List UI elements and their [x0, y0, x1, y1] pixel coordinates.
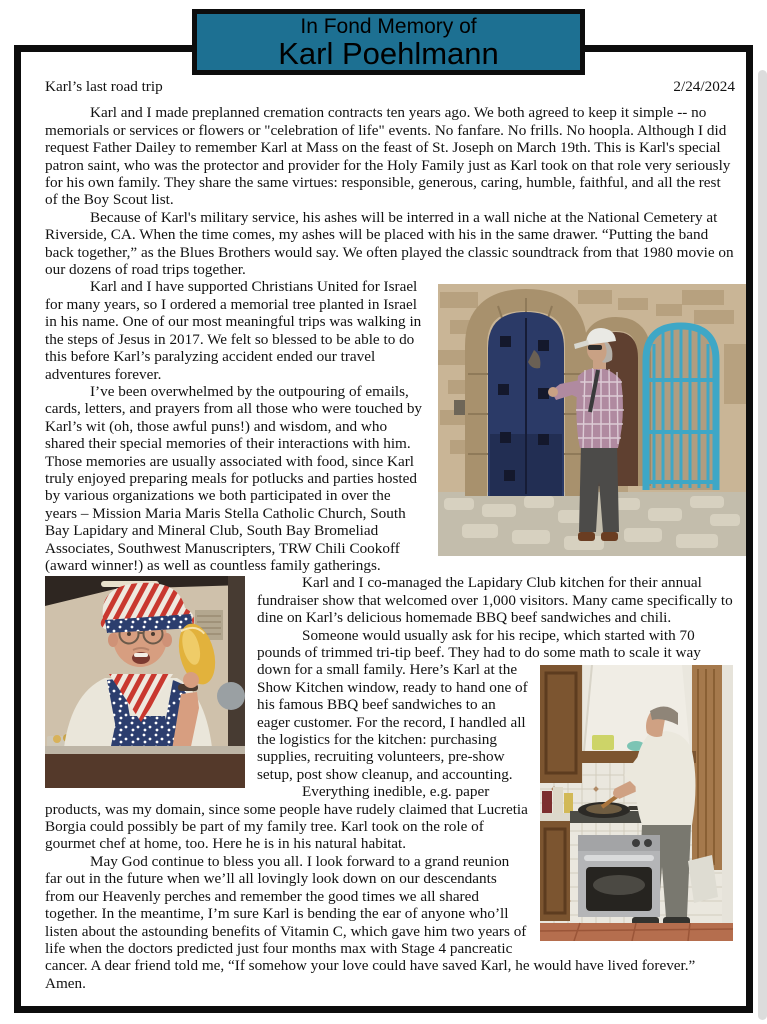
sunglasses: [588, 345, 602, 350]
counter-ledge: [45, 746, 245, 754]
chef-karl-illustration: [45, 576, 245, 788]
title-line-2: Karl Poehlmann: [278, 35, 499, 71]
paragraph-everything-inedible: Everything inedible, e.g. paper products, was my domain, since some people have rudely claimed that Lucretia Borgia could possibly be part of my family tree. Karl took on the role of gourmet chef at home, too. Here he is in his natural habitat.: [45, 783, 528, 853]
paragraph-military-interment: Because of Karl's military service, his ashes will be interred in a wall niche at the National Cemetery at Riverside, CA. When the time comes, my ashes will be placed with his in the same drawer. “Putting the band back together,” as the Blues Brothers would say. We often played the classic soundtrack from that 1980 movie on our dozens of road trips together.: [45, 208, 734, 279]
paragraph-recipe-part2: down for a small family. Here’s Karl at the Show Kitchen window, ready to hand one of his famous BBQ beef sandwiches to an eager customer. For the record, I handled all the logistics for the kitchen: purchasing supplies, recruiting volunteers, pre-show setup, post show cleanup, and accounting.: [257, 661, 528, 783]
paragraph-recipe-part1: Someone would usually ask for his recipe, which started with 70 pounds of trimmed tri-tip beef. They had to do some math to scale it way: [257, 626, 701, 661]
background-door: [692, 665, 723, 870]
photo-chef-karl: [45, 576, 245, 788]
memorial-title-box: [192, 9, 585, 75]
hand: [548, 387, 558, 397]
scrollbar-thumb[interactable]: [758, 70, 767, 1020]
hand-holding-sandwich: [183, 672, 199, 688]
pot-lid: [217, 682, 245, 710]
wall-fixture: [454, 400, 465, 415]
terracotta-floor: [540, 923, 733, 941]
white-tshirt: [636, 731, 696, 825]
meta-row: [45, 78, 735, 95]
green-box: [592, 735, 614, 750]
document-date: 2/24/2024: [673, 78, 735, 95]
paragraph-outpouring: I’ve been overwhelmed by the outpouring of emails, cards, letters, and prayers from all those who were touched by Karl’s wit (oh, those awful puns!) and wisdom, and who shared their special memories of their interactions with him. Those memories are usually associated with food, since Karl truly enjoyed preparing meals for potlucks and parties hosted by various organizations we both participated in over the years – Mission Maria Maris Stella Catholic Church, South Bay Lapidary and Mineral Club, South Bay Bromeliad Associates, Southwest Manuscripters, TRW Chili Cookoff (award winner!) as well as countless family gatherings.: [45, 382, 423, 574]
oven: [578, 835, 660, 917]
israel-doorway-illustration: [438, 284, 746, 556]
paragraph-blessing: May God continue to bless you all. I look forward to a grand reunion far out in the future when we’ll all lovingly look down on our descendants from our Heavenly perches and remember the good times we all shared together. In the meantime, I’m sure Karl is bending the ear of anyone who’ll listen about the astounding benefits of Vitamin C, which gave him two years of life when the doctors predicted just four months max with Stage 4 pancreatic cancer. A dear friend told me, “If somehow your love could have saved Karl, he would have lived forever.” Amen.: [45, 852, 696, 992]
document-body: [45, 78, 735, 992]
photo-home-kitchen: [540, 665, 733, 941]
hand: [613, 788, 623, 798]
paragraph-lapidary-kitchen: Karl and I co-managed the Lapidary Club kitchen for their annual fundraiser show that welcomed over 1,000 visitors. Many came specifically to dine on Karl’s delicious homemade BBQ beef sandwiches and chili.: [257, 574, 733, 627]
document-subtitle: Karl’s last road trip: [45, 78, 163, 95]
photo-israel-doorway: [438, 284, 746, 556]
paragraph-cremation-plans: Karl and I made preplanned cremation contracts ten years ago. We both agreed to keep it simple -- no memorials or services or flowers or "celebration of life" events. No fanfare. No frills. No hoopla. Although I did request Father Dailey to remember Karl at Mass on the feast of St. Joseph on March 19th. This is Karl's special patron saint, who was the protector and provider for the Holy Family just as Karl took on that role very seriously for his own family. They share the same virtues: responsible, generous, caring, humble, faithful, and all the rest of the Boy Scout list.: [45, 104, 731, 209]
paragraph-israel-tree: Karl and I have supported Christians United for Israel for many years, so I ordered a memorial tree planted in Israel in his name. One of our most meaningful trips was walking in the steps of Jesus in 2017. We felt so blessed to be able to do this before Karl’s paralyzing accident ended our travel adventures forever.: [45, 278, 422, 383]
counter-front: [45, 754, 245, 788]
home-kitchen-illustration: [540, 665, 733, 941]
title-line-1: In Fond Memory of: [300, 14, 477, 38]
